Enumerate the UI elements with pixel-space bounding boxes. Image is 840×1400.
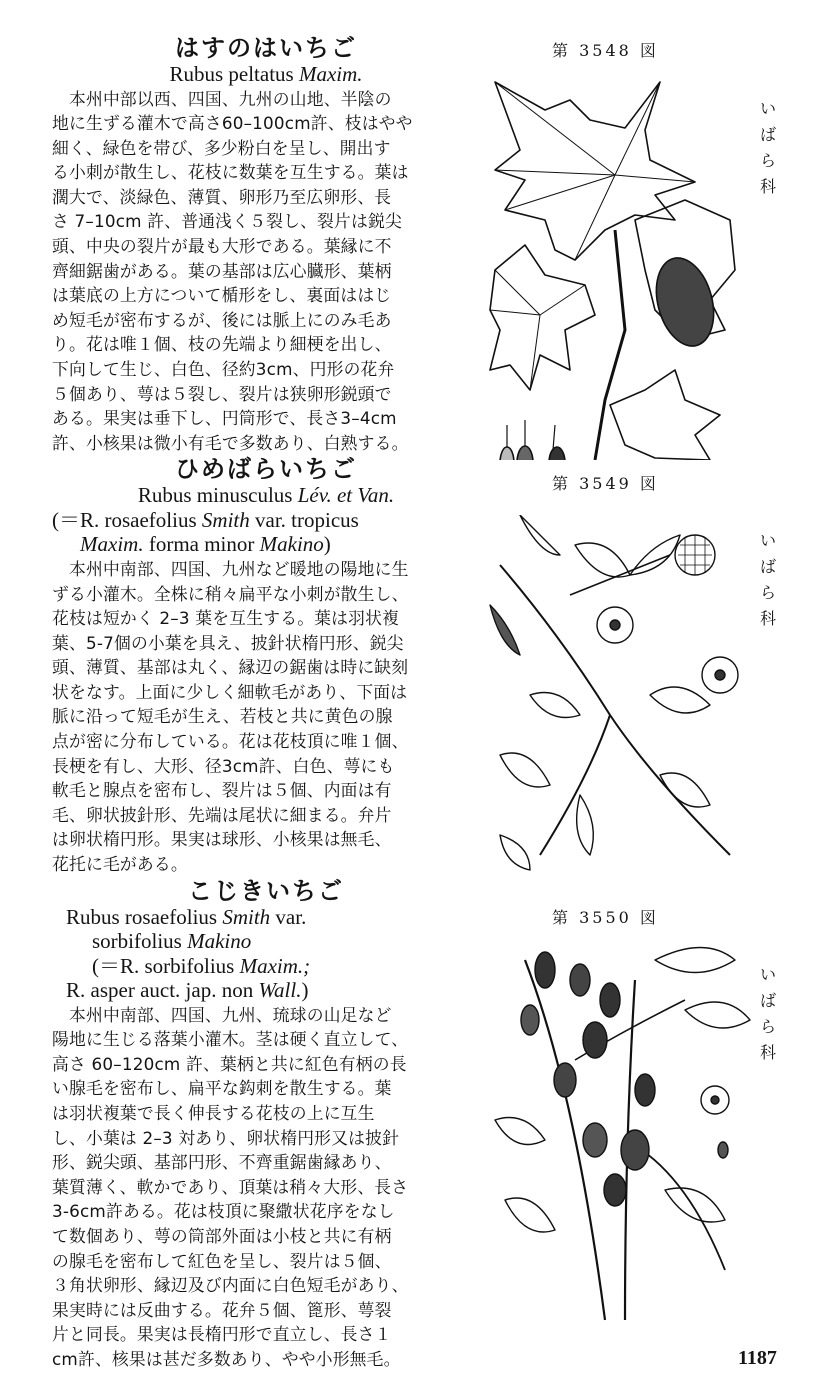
illustration-peltate-leaf-raspberry: [485, 70, 745, 460]
description-line: 花托に毛がある。: [52, 854, 188, 875]
description-line: 状をなす。上面に少しく細軟毛があり、下面は: [52, 681, 408, 702]
sci-author: Wall.: [258, 978, 302, 1003]
description-line: ５個あり、萼は５裂し、裂片は狭卵形鋭頭で: [52, 383, 392, 404]
description-line: 頭、薄質、基部は丸く、縁辺の鋸歯は時に缺刻: [52, 657, 409, 678]
species-entry-hasunohaichigo: [52, 34, 480, 455]
description-line: 本州中南部、四国、九州など暖地の陽地に生: [52, 558, 409, 579]
sci-text: ): [301, 978, 309, 1003]
sci-author: Maxim.;: [239, 953, 311, 978]
description-line: り。花は唯１個、枝の先端より細梗を出し、: [52, 334, 392, 355]
family-label: [758, 96, 778, 200]
sci-text: ): [323, 532, 331, 557]
family-char: い: [759, 99, 776, 118]
description-line: 葉質薄く、軟かであり、頂葉は稍々大形、長さ: [52, 1176, 409, 1197]
scientific-name: [52, 62, 480, 87]
description-line: 点が密に分布している。花は花枝頂に唯１個、: [52, 731, 409, 752]
figure-label: 第 3549 図: [552, 474, 659, 493]
synonym: [52, 954, 480, 979]
family-char: 科: [759, 609, 776, 628]
illustration-rubus-minusculus: [480, 515, 760, 875]
description-line: 地に生ずる灌木で高さ60–100cm許、枝はやや: [52, 113, 413, 134]
illustration-rubus-rosaefolius: [485, 940, 755, 1325]
synonym-continued: [52, 532, 480, 557]
description-line: 片と同長。果実は長楕円形で直立し、長さ１: [52, 1324, 392, 1345]
text-column: [52, 34, 480, 1372]
description-line: 齊細鋸歯がある。葉の基部は広心臓形、葉柄: [52, 260, 392, 281]
description-line: 陽地に生じる落葉小灌木。茎は硬く直立して、: [52, 1029, 409, 1050]
description: [52, 1003, 480, 1372]
description-line: は羽状複葉で長く伸長する花枝の上に互生: [52, 1103, 375, 1123]
family-char: ば: [759, 557, 776, 576]
description-line: 3-6cm許ある。花は枝頂に聚繖状花序をなし: [52, 1201, 395, 1222]
sci-author: Makino: [259, 532, 324, 557]
description: [52, 557, 480, 877]
description-line: 花枝は短かく 2–3 葉を互生する。葉は羽状複: [52, 608, 400, 629]
sci-text: R. asper auct. jap. non: [66, 978, 259, 1003]
description-line: は卵状楕円形。果実は球形、小核果は無毛、: [52, 829, 392, 850]
sci-author: Smith: [222, 904, 271, 929]
sci-text: Rubus peltatus: [169, 62, 299, 86]
family-char: ら: [759, 1017, 776, 1036]
synonym-continued: [52, 978, 480, 1003]
description-line: る小刺が散生し、花枝に数葉を互生する。葉は: [52, 162, 409, 183]
description: [52, 87, 480, 456]
sci-text: sorbifolius: [92, 929, 188, 954]
family-char: ら: [759, 151, 776, 170]
sci-author: Maxim.: [298, 62, 363, 86]
description-line: 果実時には反曲する。花弁５個、篦形、萼裂: [52, 1299, 392, 1320]
description-line: し、小葉は 2–3 対あり、卵状楕円形又は披針: [52, 1127, 400, 1148]
description-line: 毛、卵状披針形、先端は尾状に細まる。弁片: [52, 804, 392, 825]
sci-text: (＝R. sorbifolius: [92, 953, 240, 978]
sci-text: Rubus minusculus: [137, 483, 298, 508]
description-line: の腺毛を密布して紅色を呈し、裂片は５個、: [52, 1250, 392, 1271]
family-label: [758, 528, 778, 632]
family-char: 科: [759, 1043, 776, 1062]
family-label: [758, 962, 778, 1066]
description-line: い腺毛を密布し、扁平な鈎刺を散生する。葉: [52, 1078, 392, 1099]
description-line: 脈に沿って短毛が生え、若枝と共に黄色の腺: [52, 706, 393, 727]
description-line: 細く、緑色を帯び、多少粉白を呈し、開出す: [52, 137, 391, 158]
japanese-name: はすのはいちご: [175, 34, 357, 62]
description-line: て数個あり、萼の筒部外面は小枝と共に有柄: [52, 1225, 392, 1246]
family-char: ば: [759, 125, 776, 144]
sci-author: Maxim.: [80, 532, 144, 557]
sci-author: Makino: [187, 929, 252, 954]
family-char: ら: [759, 583, 776, 602]
description-line: 濶大で、淡緑色、薄質、卵形乃至広卵形、長: [52, 186, 392, 207]
description-line: 本州中南部、四国、九州、琉球の山足など: [52, 1004, 392, 1025]
description-line: 頭、中央の裂片が最も大形である。葉縁に不: [52, 236, 392, 257]
scientific-name: [52, 483, 480, 508]
family-char: い: [759, 531, 776, 550]
synonym: [52, 508, 480, 533]
family-char: 科: [759, 177, 776, 196]
family-char: い: [759, 965, 776, 984]
family-char: ば: [759, 991, 776, 1010]
sci-author: Lév. et Van.: [297, 483, 395, 508]
description-line: 本州中部以西、四国、九州の山地、半陰の: [52, 88, 392, 109]
page-number: 1187: [738, 1347, 777, 1369]
description-line: さ 7–10cm 許、普通浅く５裂し、裂片は鋭尖: [52, 211, 402, 232]
japanese-name: ひめばらいちご: [175, 455, 357, 484]
description-line: 長梗を有し、大形、径3cm許、白色、萼にも: [52, 755, 395, 776]
species-entry-kojikiichigo: [52, 877, 480, 1372]
description-line: cm許、核果は甚だ多数あり、やや小形無毛。: [52, 1348, 401, 1369]
scientific-name: [52, 905, 480, 930]
sci-text: forma minor: [143, 532, 260, 557]
description-line: ずる小灌木。全株に稍々扁平な小刺が散生し、: [52, 583, 409, 604]
sci-text: var.: [270, 904, 307, 929]
scientific-name-continued: [52, 929, 480, 954]
description-line: 形、鋭尖頭、基部円形、不齊重鋸歯縁あり、: [52, 1152, 392, 1173]
description-line: は葉底の上方について楯形をし、裏面ははじ: [52, 285, 392, 306]
species-entry-himebaraichigo: [52, 455, 480, 876]
description-line: 許、小核果は微小有毛で多数あり、白熟する。: [52, 432, 409, 453]
sci-text: var. tropicus: [249, 507, 359, 532]
figure-label: 第 3550 図: [552, 908, 659, 927]
sci-author: Smith: [201, 507, 250, 532]
sci-text: (＝R. rosaefolius: [52, 507, 202, 532]
description-line: ある。果実は垂下し、円筒形で、長さ3–4cm: [52, 408, 397, 429]
description-line: 軟毛と腺点を密布し、裂片は５個、内面は有: [52, 780, 392, 801]
description-line: ３角状卵形、縁辺及び内面に白色短毛があり、: [52, 1275, 409, 1296]
description-line: 高さ 60–120cm 許、葉柄と共に紅色有柄の長: [52, 1053, 407, 1074]
description-line: 葉、5-7個の小葉を具え、披針状楕円形、鋭尖: [52, 632, 404, 653]
description-line: 下向して生じ、白色、径約3cm、円形の花弁: [52, 359, 395, 380]
sci-text: Rubus rosaefolius: [66, 904, 223, 929]
figure-label: 第 3548 図: [552, 41, 659, 60]
description-line: め短毛が密布するが、後には脈上にのみ毛あ: [52, 309, 392, 330]
japanese-name: こじきいちご: [188, 876, 344, 905]
